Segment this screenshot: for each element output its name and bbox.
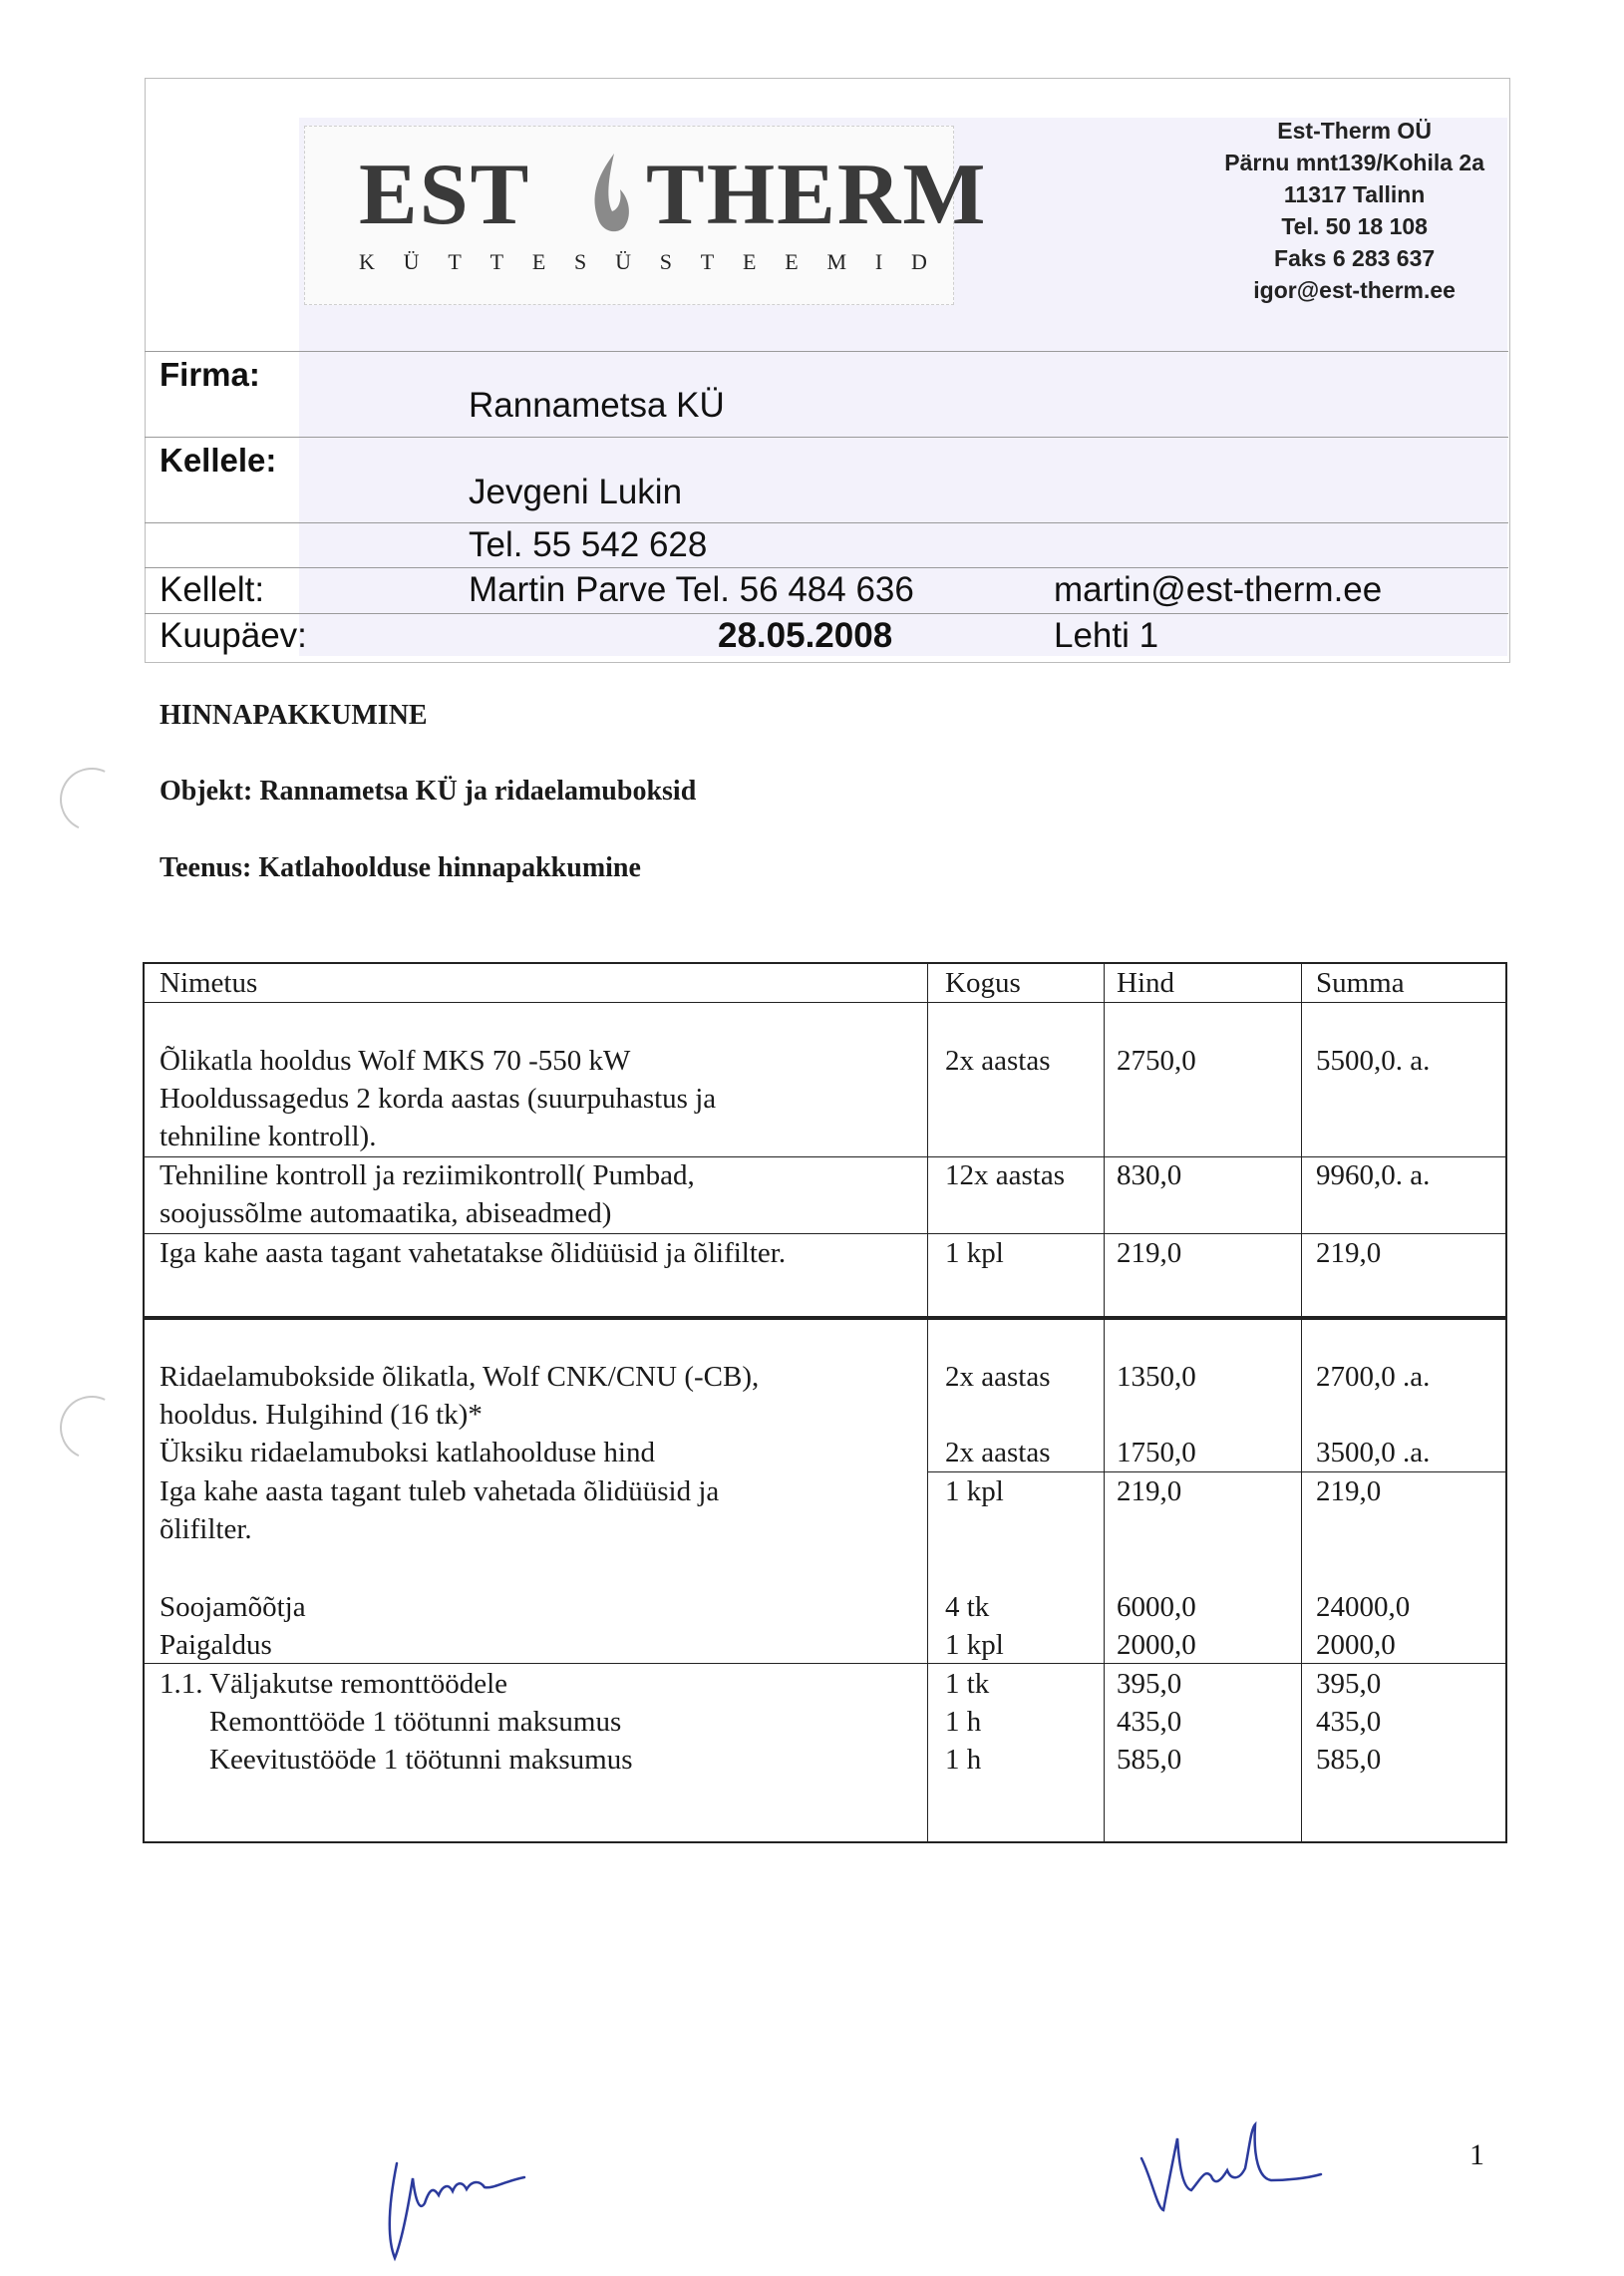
- column-header-summa: Summa: [1316, 967, 1405, 999]
- logo-letter: D: [910, 249, 927, 274]
- company-fax: Faks 6 283 637: [1274, 245, 1436, 271]
- column-header-nimetus: Nimetus: [160, 967, 258, 999]
- row-rule: [143, 1663, 1505, 1664]
- logo-letter: S: [659, 249, 672, 274]
- table-row-description: tehniline kontroll).: [160, 1121, 377, 1152]
- punch-hole-mark: [51, 1387, 133, 1468]
- table-row-description: hooldus. Hulgihind (16 tk)*: [160, 1399, 483, 1431]
- company-email: igor@est-therm.ee: [1253, 277, 1456, 303]
- table-row-sum: 2000,0: [1316, 1629, 1396, 1661]
- table-row-price: 395,0: [1117, 1668, 1182, 1700]
- logo-letter: Ü: [615, 249, 631, 274]
- logo-letter: T: [489, 249, 504, 274]
- row-rule: [143, 1002, 1505, 1003]
- kellelt-value: Martin Parve Tel. 56 484 636: [469, 570, 914, 609]
- table-row-quantity: 12x aastas: [945, 1159, 1065, 1191]
- table-row-price: 435,0: [1117, 1706, 1182, 1738]
- logo-letter: E: [785, 249, 799, 274]
- logo-letter: S: [574, 249, 587, 274]
- page-count: Lehti 1: [1054, 616, 1159, 655]
- table-row-quantity: 1 tk: [945, 1668, 990, 1700]
- table-row-quantity: 1 kpl: [945, 1237, 1004, 1269]
- table-row-description: Üksiku ridaelamuboksi katlahoolduse hind: [160, 1437, 655, 1468]
- divider: [145, 567, 1508, 568]
- logo-letter: K: [359, 249, 375, 274]
- row-rule: [927, 1471, 1505, 1472]
- column-divider: [1301, 962, 1302, 1841]
- table-row-sum: 219,0: [1316, 1475, 1382, 1507]
- table-row-sum: 395,0: [1316, 1668, 1382, 1700]
- signature-right: [1132, 2118, 1331, 2223]
- logo-letter: Ü: [403, 249, 420, 274]
- table-row-price: 2000,0: [1117, 1629, 1196, 1661]
- kellele-phone: Tel. 55 542 628: [469, 525, 708, 564]
- table-row-description: õlifilter.: [160, 1513, 252, 1545]
- kellele-label: Kellele:: [160, 442, 277, 479]
- logo-letter: E: [531, 249, 546, 274]
- table-row-sum: 585,0: [1316, 1744, 1382, 1776]
- section-separator: [143, 1316, 1505, 1320]
- company-address: Pärnu mnt139/Kohila 2a: [1224, 150, 1484, 175]
- divider: [145, 522, 1508, 523]
- table-row-price: 585,0: [1117, 1744, 1182, 1776]
- table-row-description: 1.1. Väljakutse remonttöödele: [160, 1668, 507, 1700]
- divider: [145, 437, 1508, 438]
- table-row-quantity: 2x aastas: [945, 1437, 1051, 1468]
- table-row-price: 1350,0: [1117, 1361, 1196, 1393]
- kellele-value: Jevgeni Lukin: [469, 473, 683, 511]
- logo-word-left: EST: [359, 147, 531, 243]
- logo-letter: T: [700, 249, 715, 274]
- table-row-sum: 435,0: [1316, 1706, 1382, 1738]
- table-row-quantity: 4 tk: [945, 1591, 990, 1623]
- table-row-description: Hooldussagedus 2 korda aastas (suurpuhastus ja: [160, 1083, 717, 1115]
- table-row-description: Paigaldus: [160, 1629, 272, 1661]
- divider: [145, 351, 1508, 352]
- kellelt-label: Kellelt:: [160, 570, 265, 609]
- column-divider: [1104, 962, 1105, 1841]
- divider: [145, 613, 1508, 614]
- table-row-price: 1750,0: [1117, 1437, 1196, 1468]
- kuupaev-label: Kuupäev:: [160, 616, 307, 655]
- table-row-sum: 5500,0. a.: [1316, 1045, 1431, 1077]
- table-row-price: 219,0: [1117, 1475, 1182, 1507]
- logo-subtitle: [359, 249, 927, 275]
- flame-icon: [586, 150, 636, 239]
- table-row-description: Õlikatla hooldus Wolf MKS 70 -550 kW: [160, 1045, 631, 1077]
- logo-letter: T: [448, 249, 462, 274]
- table-row-quantity: 1 kpl: [945, 1475, 1004, 1507]
- table-row-description: Tehniline kontroll ja reziimikontroll( Pumbad,: [160, 1159, 695, 1191]
- page-number: 1: [1469, 2138, 1484, 2171]
- table-row-quantity: 1 h: [945, 1744, 982, 1776]
- firma-value: Rannametsa KÜ: [469, 386, 725, 425]
- column-header-kogus: Kogus: [945, 967, 1021, 999]
- table-row-quantity: 1 h: [945, 1706, 982, 1738]
- document-title: HINNAPAKKUMINE: [160, 700, 428, 731]
- table-row-description: Soojamõõtja: [160, 1591, 306, 1623]
- company-city: 11317 Tallinn: [1283, 181, 1426, 207]
- table-row-quantity: 2x aastas: [945, 1045, 1051, 1077]
- column-divider: [927, 962, 928, 1841]
- service-line: Teenus: Katlahoolduse hinnapakkumine: [160, 852, 641, 883]
- punch-hole-mark: [51, 759, 133, 840]
- logo-letter: E: [743, 249, 757, 274]
- table-row-price: 6000,0: [1117, 1591, 1196, 1623]
- table-row-quantity: 1 kpl: [945, 1629, 1004, 1661]
- table-row-description: soojussõlme automaatika, abiseadmed): [160, 1197, 612, 1229]
- kellelt-email: martin@est-therm.ee: [1054, 570, 1383, 609]
- signature-left: [369, 2133, 568, 2268]
- logo-word-right: THERM: [646, 147, 988, 243]
- table-row-quantity: 2x aastas: [945, 1361, 1051, 1393]
- date-value: 28.05.2008: [718, 616, 893, 655]
- firma-label: Firma:: [160, 356, 260, 393]
- table-row-price: 830,0: [1117, 1159, 1182, 1191]
- company-phone: Tel. 50 18 108: [1281, 213, 1428, 239]
- company-info: [1224, 115, 1484, 306]
- logo-letter: M: [826, 249, 847, 274]
- table-row-description: Iga kahe aasta tagant vahetatakse õlidüüsid ja õlifilter.: [160, 1237, 787, 1269]
- column-header-hind: Hind: [1117, 967, 1174, 999]
- table-row-sum: 9960,0. a.: [1316, 1159, 1431, 1191]
- table-row-sum: 24000,0: [1316, 1591, 1411, 1623]
- table-row-description: Iga kahe aasta tagant tuleb vahetada õlidüüsid ja: [160, 1475, 720, 1507]
- table-row-sum: 219,0: [1316, 1237, 1382, 1269]
- table-row-description: Remonttööde 1 töötunni maksumus: [209, 1706, 622, 1738]
- table-row-description: Keevitustööde 1 töötunni maksumus: [209, 1744, 633, 1776]
- table-row-sum: 2700,0 .a.: [1316, 1361, 1431, 1393]
- object-line: Objekt: Rannametsa KÜ ja ridaelamuboksid: [160, 776, 697, 807]
- table-row-description: Ridaelamubokside õlikatla, Wolf CNK/CNU (-CB),: [160, 1361, 760, 1393]
- table-row-price: 2750,0: [1117, 1045, 1196, 1077]
- logo-letter: I: [874, 249, 883, 274]
- company-name: Est-Therm OÜ: [1277, 118, 1432, 144]
- table-row-sum: 3500,0 .a.: [1316, 1437, 1431, 1468]
- table-row-price: 219,0: [1117, 1237, 1182, 1269]
